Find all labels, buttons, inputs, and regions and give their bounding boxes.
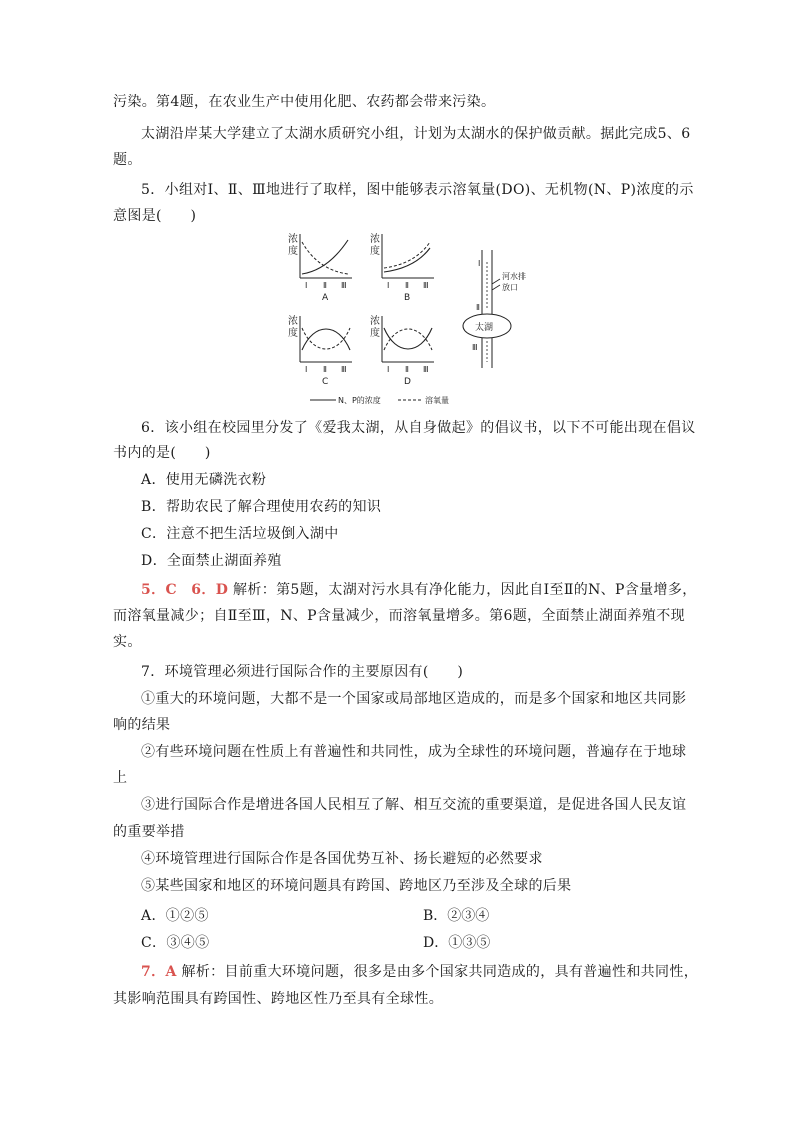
question-5-figure [270, 228, 530, 408]
option-a: A．①②⑤ [141, 908, 209, 924]
graph-label-d: D [404, 377, 411, 387]
statement-2: ②有些环境问题在性质上有普遍性和共同性，成为全球性的环境问题，普遍存在于地球 [141, 744, 687, 760]
svg-text:Ⅰ: Ⅰ [305, 281, 308, 290]
text-line: 太湖沿岸某大学建立了太湖水质研究小组，计划为太湖水的保护做贡献。据此完成5、6 [141, 126, 691, 142]
svg-text:Ⅱ: Ⅱ [323, 281, 327, 290]
svg-text:Ⅱ: Ⅱ [405, 365, 409, 374]
graph-label-b: B [404, 293, 411, 303]
legend [310, 395, 449, 405]
svg-text:浓: 浓 [370, 234, 380, 245]
statement-1: ①重大的环境问题，大都不是一个国家或局部地区造成的，而是多个国家和地区共同影 [141, 691, 687, 707]
svg-text:Ⅰ: Ⅰ [387, 281, 390, 290]
answer-key: 7．A [141, 964, 177, 980]
question-5-cont: 意图是( ) [113, 208, 197, 224]
statement-3-cont: 的重要举措 [113, 824, 185, 840]
question-5: 5．小组对Ⅰ、Ⅱ、Ⅲ地进行了取样，图中能够表示溶氧量(DO)、无机物(N、P)浓度的示 [141, 182, 694, 198]
answer-5-6 [141, 580, 697, 600]
text-line: 而溶氧量减少；自Ⅱ至Ⅲ，N、P含量减少，而溶氧量增多。第6题，全面禁止湖面养殖不现 [113, 608, 685, 624]
option-b: B．②③④ [423, 908, 490, 924]
question-6: 6．该小组在校园里分发了《爱我太湖，从自身做起》的倡议书，以下不可能出现在倡议 [141, 420, 696, 436]
svg-text:Ⅲ: Ⅲ [341, 365, 347, 374]
statement-1-cont: 响的结果 [113, 717, 171, 733]
option-d: D．全面禁止湖面养殖 [141, 553, 282, 569]
svg-text:浓: 浓 [288, 316, 298, 327]
graph-A [288, 232, 352, 303]
svg-text:Ⅰ: Ⅰ [387, 365, 390, 374]
svg-text:N、P的浓度: N、P的浓度 [338, 396, 381, 405]
svg-text:浓: 浓 [288, 234, 298, 245]
answer-explanation: 解析：目前重大环境问题，很多是由多个国家共同造成的，具有普遍性和共同性， [181, 964, 699, 980]
svg-text:Ⅲ: Ⅲ [472, 343, 478, 352]
option-d: D．①③⑤ [423, 935, 491, 951]
text-line: 题。 [113, 152, 142, 168]
svg-text:度: 度 [370, 246, 380, 257]
svg-text:太湖: 太湖 [475, 323, 494, 333]
text-line: 污染。第4题，在农业生产中使用化肥、农药都会带来污染。 [113, 94, 496, 110]
answer-7 [141, 962, 698, 982]
option-a: A．使用无磷洗衣粉 [141, 472, 267, 488]
statement-2-cont: 上 [113, 770, 128, 786]
svg-text:Ⅱ: Ⅱ [405, 281, 409, 290]
lake-map [463, 250, 526, 368]
graph-label-a: A [322, 293, 329, 303]
question-7: 7．环境管理必须进行国际合作的主要原因有( ) [141, 664, 464, 680]
graph-C [288, 314, 352, 387]
svg-text:Ⅱ: Ⅱ [476, 303, 480, 312]
svg-text:Ⅲ: Ⅲ [423, 365, 429, 374]
statement-4: ④环境管理进行国际合作是各国优势互补、扬长避短的必然要求 [141, 851, 543, 867]
graph-D [370, 314, 434, 387]
question-6-cont: 书内的是( ) [113, 445, 211, 461]
svg-text:河水排: 河水排 [502, 272, 526, 281]
graph-label-c: C [322, 377, 329, 387]
svg-text:Ⅱ: Ⅱ [323, 365, 327, 374]
option-c: C．③④⑤ [141, 935, 210, 951]
svg-text:Ⅰ: Ⅰ [478, 259, 481, 268]
svg-text:Ⅰ: Ⅰ [305, 365, 308, 374]
svg-text:度: 度 [370, 328, 380, 339]
svg-text:度: 度 [288, 246, 298, 257]
option-b: B．帮助农民了解合理使用农药的知识 [141, 499, 382, 515]
svg-text:Ⅲ: Ⅲ [341, 281, 347, 290]
graph-B [370, 232, 434, 303]
svg-text:浓: 浓 [370, 316, 380, 327]
svg-text:放口: 放口 [502, 283, 518, 292]
statement-5: ⑤某些国家和地区的环境问题具有跨国、跨地区乃至涉及全球的后果 [141, 878, 572, 894]
statement-3: ③进行国际合作是增进各国人民相互了解、相互交流的重要渠道，是促进各国人民友谊 [141, 797, 687, 813]
svg-text:溶氧量: 溶氧量 [425, 396, 449, 405]
option-c: C．注意不把生活垃圾倒入湖中 [141, 526, 339, 542]
text-line: 实。 [113, 634, 142, 650]
answer-key: 5．C 6．D [141, 582, 229, 598]
svg-text:Ⅲ: Ⅲ [423, 281, 429, 290]
answer-explanation: 解析：第5题，太湖对污水具有净化能力，因此自Ⅰ至Ⅱ的N、P含量增多， [233, 582, 697, 598]
text-line: 其影响范围具有跨国性、跨地区性乃至具有全球性。 [113, 991, 444, 1007]
svg-text:度: 度 [288, 328, 298, 339]
